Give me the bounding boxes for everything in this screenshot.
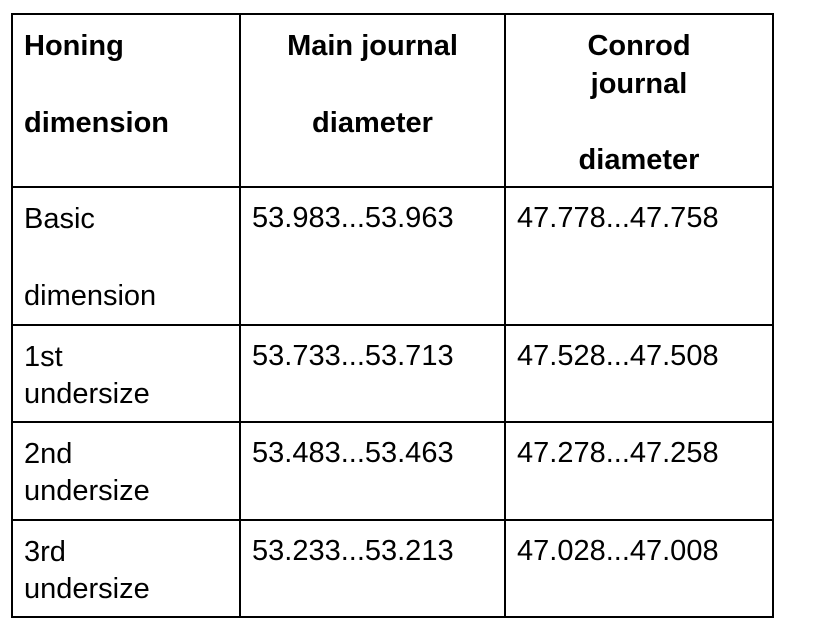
- header-honing-line1: Honing: [24, 30, 124, 62]
- conrod-journal-value: 47.528...47.508: [505, 325, 773, 422]
- table-header-row: [12, 14, 773, 187]
- row-label-line1: Basic: [24, 202, 95, 235]
- row-label-line2: undersize: [24, 572, 150, 605]
- header-honing-dimension: [12, 14, 240, 187]
- header-conrod-line1: Conrod: [587, 30, 691, 62]
- table-row: [12, 325, 773, 422]
- row-label: [12, 187, 240, 325]
- row-label: [12, 422, 240, 519]
- row-label: [12, 520, 240, 617]
- header-conrod-line3: diameter: [578, 144, 700, 176]
- row-label: [12, 325, 240, 422]
- header-conrod-line2: journal: [590, 68, 688, 100]
- table-row: [12, 422, 773, 519]
- row-label-line1: 3rd: [24, 535, 66, 568]
- header-main-line1: Main journal: [287, 30, 458, 62]
- row-label-line2: undersize: [24, 378, 150, 411]
- header-conrod-journal-diameter: [505, 14, 773, 187]
- row-label-line1: 2nd: [24, 438, 73, 471]
- main-journal-value: 53.483...53.463: [240, 422, 505, 519]
- table-row: [12, 187, 773, 325]
- main-journal-value: 53.233...53.213: [240, 520, 505, 617]
- main-journal-value: 53.733...53.713: [240, 325, 505, 422]
- conrod-journal-value: 47.778...47.758: [505, 187, 773, 325]
- undersize-dimensions-table: [11, 13, 774, 618]
- row-label-line2: undersize: [24, 475, 150, 508]
- main-journal-value: 53.983...53.963: [240, 187, 505, 325]
- header-main-journal-diameter: [240, 14, 505, 187]
- table-row: [12, 520, 773, 617]
- header-honing-line2: dimension: [24, 107, 170, 139]
- conrod-journal-value: 47.278...47.258: [505, 422, 773, 519]
- conrod-journal-value: 47.028...47.008: [505, 520, 773, 617]
- row-label-line2: dimension: [24, 279, 157, 312]
- header-main-line2: diameter: [312, 107, 433, 139]
- row-label-line1: 1st: [24, 341, 63, 374]
